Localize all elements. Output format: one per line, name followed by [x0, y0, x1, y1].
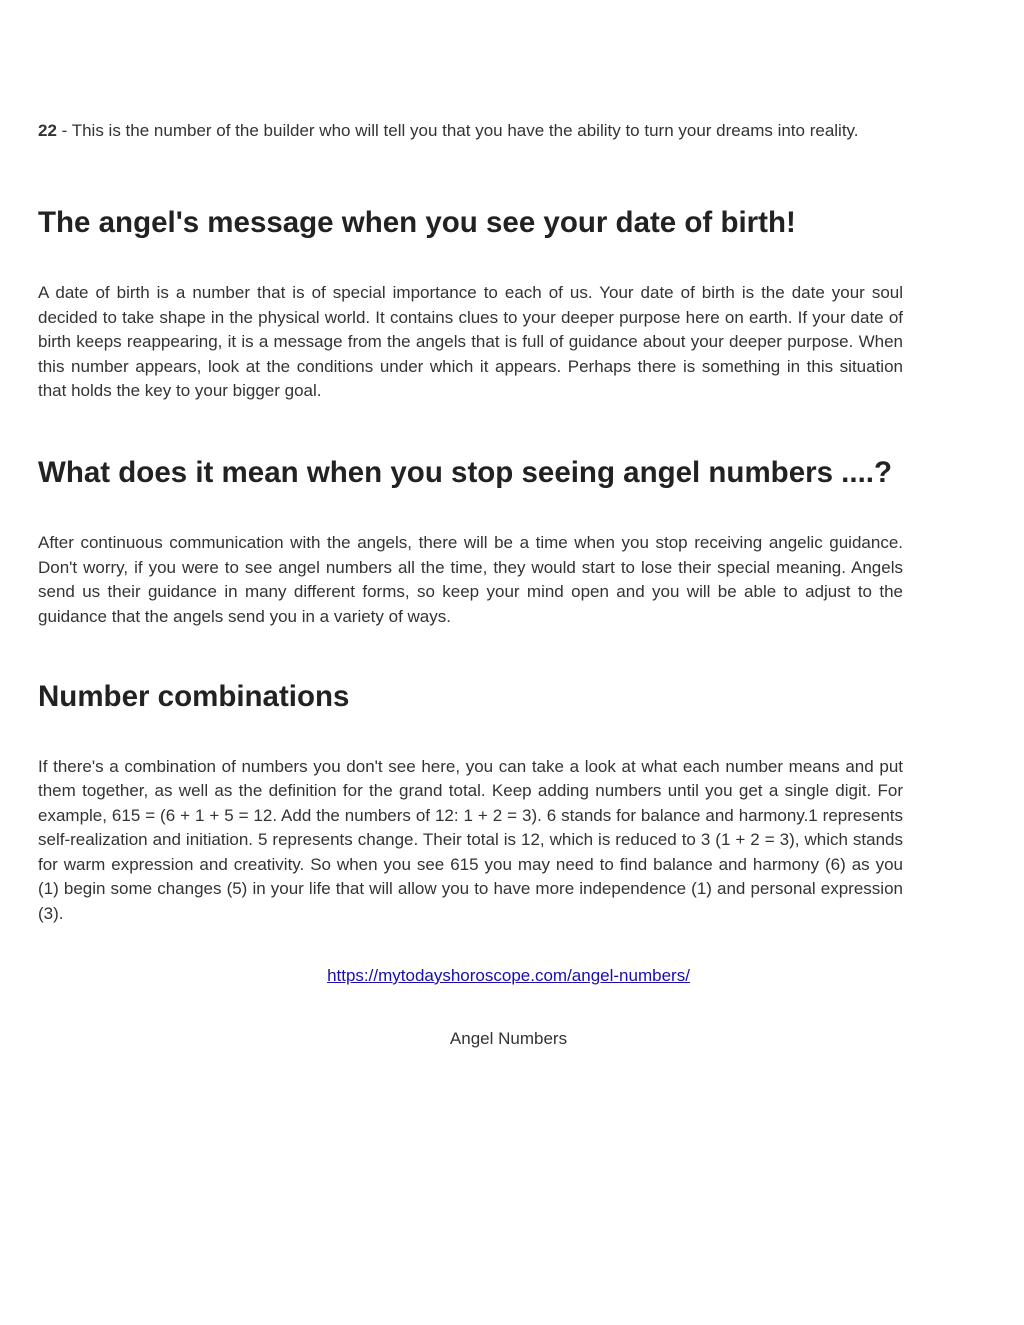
intro-number: 22: [38, 121, 57, 140]
paragraph-date-of-birth: A date of birth is a number that is of special importance to each of us. Your date of birth is the date your soul decided to take shape in the physical world. It contains clues to your deeper purpose here on earth. If your date of birth keeps reappearing, it is a message from the angels that is full of guidance about your deeper purpose. When this number appears, look at the conditions under which it appears. Perhaps there is something in this situation that holds the key to your bigger goal.: [38, 283, 903, 401]
angel-numbers-link[interactable]: https://mytodayshoroscope.com/angel-numbers/: [327, 965, 690, 985]
footer-caption: Angel Numbers: [449, 1028, 568, 1048]
paragraph-stop-seeing: After continuous communication with the angels, there will be a time when you stop receiving angelic guidance. Don't worry, if you were to see angel numbers all the time, they would start to lose their special meaning. Angels send us their guidance in many different forms, so keep your mind open and you will be able to adjust to the guidance that the angels send you in a variety of ways.: [38, 533, 903, 626]
intro-text: - This is the number of the builder who will tell you that you have the ability to turn your dreams into reality.: [56, 121, 859, 140]
heading-stop-seeing: What does it mean when you stop seeing angel numbers ....?: [38, 456, 892, 490]
paragraph-number-combinations: If there's a combination of numbers you don't see here, you can take a look at what each number means and put them together, as well as the definition for the grand total. Keep adding numbers until you get a single digit. For example, 615 = (6 + 1 + 5 = 12. Add the numbers of 12: 1 + 2 = 3). 6 stands for balance and harmony.1 represents self-realization and initiation. 5 represents change. Their total is 12, which is reduced to 3 (1 + 2 = 3), which stands for warm expression and creativity. So when you see 615 you may need to find balance and harmony (6) as you (1) begin some changes (5) in your life that will allow you to have more independence (1) and personal expression (3).: [38, 757, 903, 923]
heading-date-of-birth: The angel's message when you see your date of birth!: [38, 206, 796, 240]
link-row: [38, 964, 903, 988]
heading-number-combinations: Number combinations: [38, 680, 350, 714]
document-page: [38, 119, 903, 1051]
intro-paragraph: [38, 119, 903, 143]
